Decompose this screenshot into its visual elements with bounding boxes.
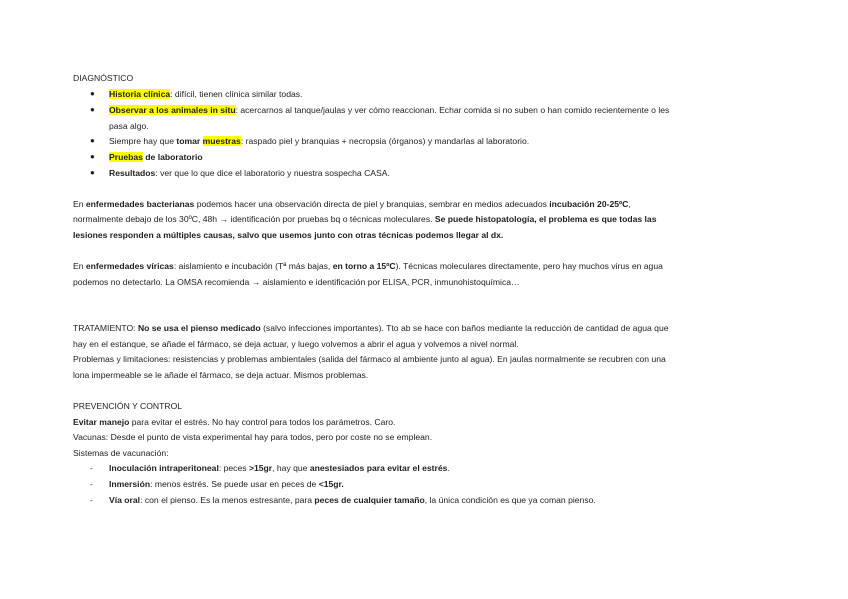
- bullet-dot: ●: [90, 168, 95, 177]
- bullet-dot: ●: [90, 152, 95, 161]
- tratamiento-line-1: TRATAMIENTO: No se usa el pienso medicado (salvo infecciones importantes). Tto ab se hace con baños mediante la reducción de cantidad de agua que: [73, 323, 669, 333]
- vacunacion-item-3: Vía oral: con el pienso. Es la menos estresante, para peces de cualquier tamaño, la única condición es que ya coman pienso.: [109, 495, 596, 505]
- bacterianas-line-1: En enfermedades bacterianas podemos hacer una observación directa de piel y branquias, sembrar en medios adecuados incubación 20-25ºC,: [73, 199, 631, 209]
- dash-marker: -: [90, 479, 93, 489]
- bullet-dot: ●: [90, 105, 95, 114]
- prevencion-line-1: Evitar manejo para evitar el estrés. No hay control para todos los parámetros. Caro.: [73, 417, 396, 427]
- diag-bullet-5: Resultados: ver que lo que dice el laboratorio y nuestra sospecha CASA.: [109, 168, 390, 178]
- vacunacion-item-1: Inoculación intraperitoneal: peces >15gr, hay que anestesiados para evitar el estrés.: [109, 463, 450, 473]
- viricas-line-1: En enfermedades víricas: aislamiento e incubación (Tª más bajas, en torno a 15ºC). Técnicas moleculares directamente, pero hay muchos virus en agua: [73, 261, 663, 271]
- bullet-dot: ●: [90, 89, 95, 98]
- section-title-prevencion: PREVENCIÓN Y CONTROL: [73, 401, 183, 411]
- viricas-line-2: podemos no detectarlo. La OMSA recomienda → aislamiento e identificación por ELISA, PCR, inmunohistoquímica…: [73, 277, 520, 287]
- section-title-diagnostico: DIAGNÓSTICO: [73, 73, 134, 83]
- dash-marker: -: [90, 463, 93, 473]
- tratamiento-line-3: Problemas y limitaciones: resistencias y problemas ambientales (salida del fármaco al ambiente junto al agua). En jaulas normalmente se recubren con una: [73, 354, 666, 364]
- tratamiento-line-2: hay en el estanque, se añade el fármaco, se deja actuar, y luego volvemos a abrir el agua y volvemos a nivel normal.: [73, 339, 519, 349]
- prevencion-line-2: Vacunas: Desde el punto de vista experimental hay para todos, pero por coste no se emplean.: [73, 432, 433, 442]
- prevencion-line-3: Sistemas de vacunación:: [73, 448, 169, 458]
- diag-bullet-2-cont: pasa algo.: [109, 121, 149, 131]
- diag-bullet-4: Pruebas de laboratorio: [109, 152, 203, 162]
- diag-bullet-1: Historia clínica: difícil, tienen clínica similar todas.: [109, 89, 303, 99]
- vacunacion-item-2: Inmersión: menos estrés. Se puede usar en peces de <15gr.: [109, 479, 344, 489]
- diag-bullet-3: Siempre hay que tomar muestras: raspado piel y branquias + necropsia (órganos) y mandarlas al laboratorio.: [109, 136, 530, 146]
- bacterianas-line-3: lesiones responden a múltiples causas, salvo que usemos junto con otras técnicas podemos llegar al dx.: [73, 230, 504, 240]
- bacterianas-line-2: normalmente debajo de los 30ºC, 48h → identificación por pruebas bq o técnicas moleculares. Se puede histopatología, el problema es que todas las: [73, 214, 657, 224]
- tratamiento-line-4: lona impermeable se le añade el fármaco, se deja actuar. Mismos problemas.: [73, 370, 369, 380]
- diag-bullet-2: Observar a los animales in situ: acercarnos al tanque/jaulas y ver cómo reaccionan. Echar comida si no suben o han comido recientemente o les: [109, 105, 670, 115]
- dash-marker: -: [90, 495, 93, 505]
- bullet-dot: ●: [90, 136, 95, 145]
